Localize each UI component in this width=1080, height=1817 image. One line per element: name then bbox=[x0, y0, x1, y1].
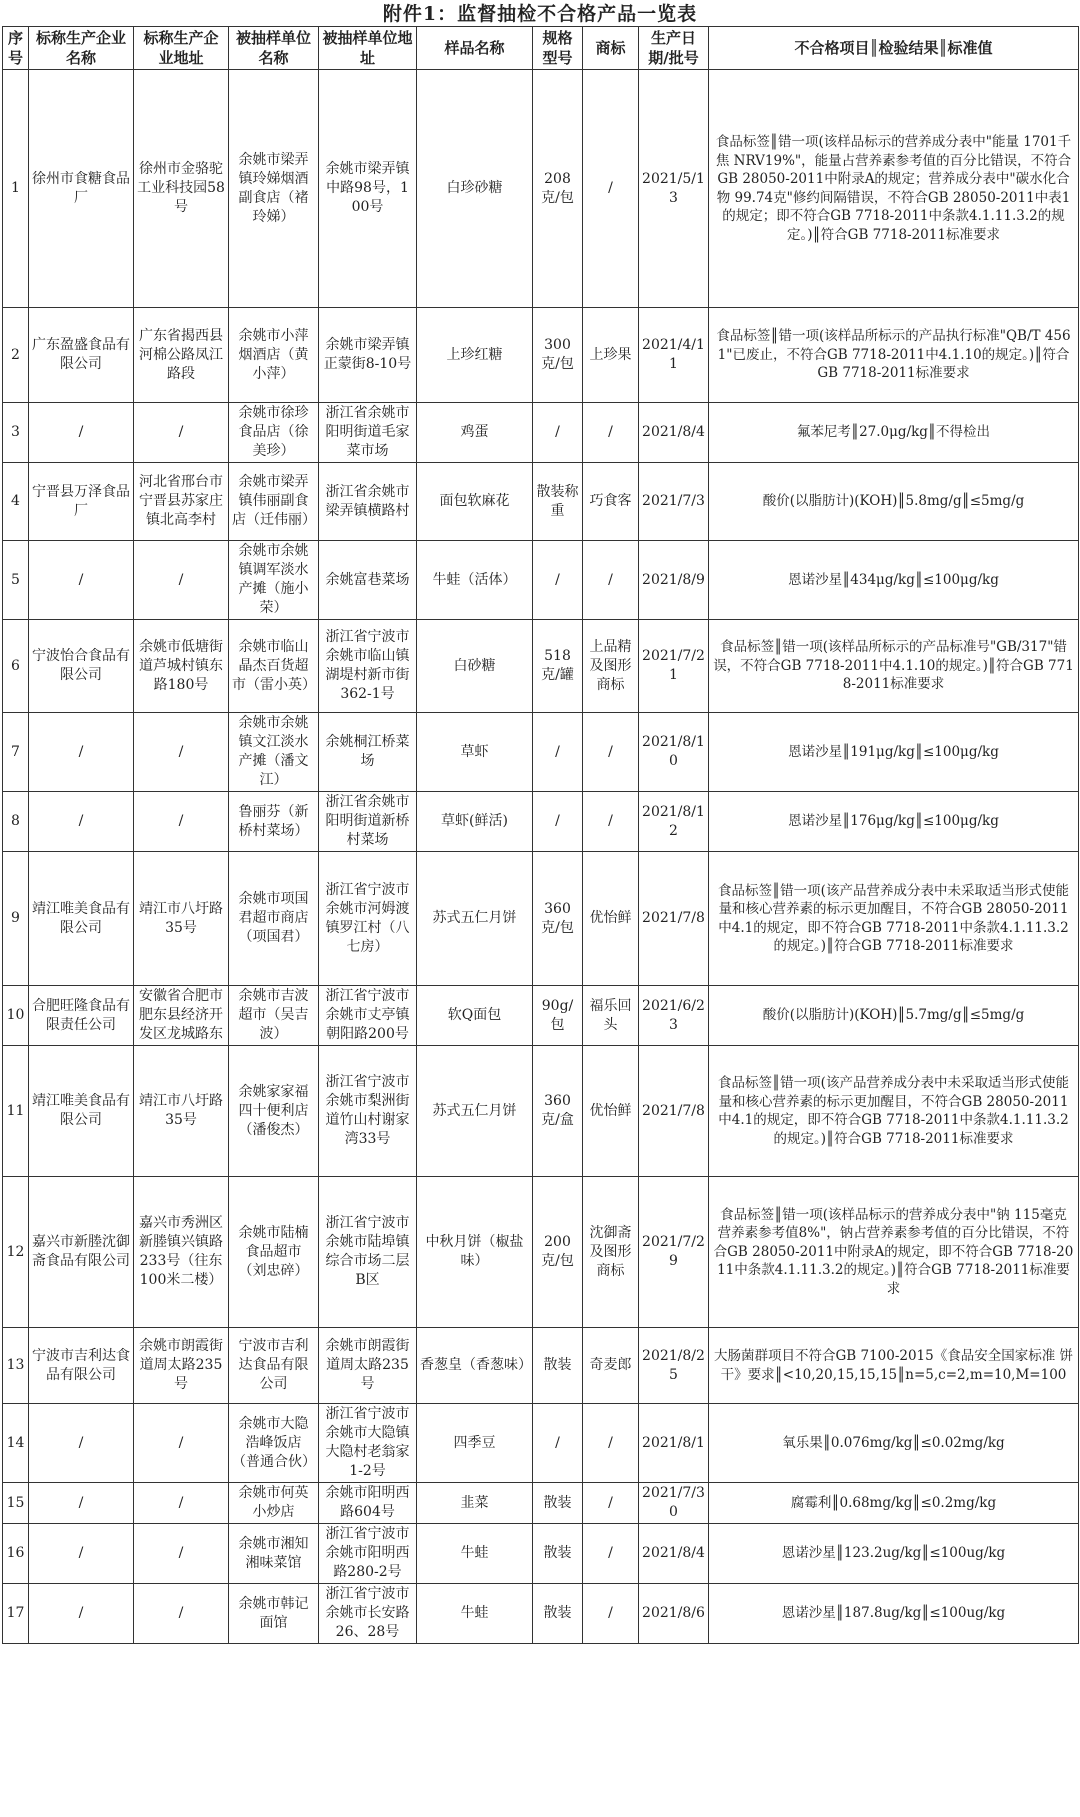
brand-name: / bbox=[583, 70, 639, 308]
row-number: 7 bbox=[3, 713, 29, 792]
producer-name: 广东盈盛食品有限公司 bbox=[29, 308, 134, 403]
sampled-unit-address: 余姚市阳明西路604号 bbox=[319, 1483, 417, 1524]
nonconformity-result: 食品标签║错一项(该产品营养成分表中未采取适当形式使能量和核心营养素的标示更加醒目，不符合GB 28050-2011中4.1的规定，即不符合GB 7718-2011中条款4.1.11.3.2的规定。)║符合GB 7718-2011标准要求 bbox=[709, 1046, 1079, 1177]
sampled-unit-address: 浙江省余姚市阳明街道毛家菜市场 bbox=[319, 403, 417, 463]
page-title: 附件1：监督抽检不合格产品一览表 bbox=[382, 3, 698, 25]
producer-address: 安徽省合肥市肥东县经济开发区龙城路东 bbox=[134, 986, 229, 1046]
sample-name: 香葱皇（香葱味） bbox=[417, 1328, 533, 1404]
row-number: 1 bbox=[3, 70, 29, 308]
brand-name: 上珍果 bbox=[583, 308, 639, 403]
producer-address: 徐州市金骆驼工业科技园58号 bbox=[134, 70, 229, 308]
sampled-unit-name: 宁波市吉利达食品有限公司 bbox=[229, 1328, 319, 1404]
brand-name: / bbox=[583, 403, 639, 463]
sampled-unit-name: 余姚市湘知湘味菜馆 bbox=[229, 1524, 319, 1584]
brand-name: 福乐回头 bbox=[583, 986, 639, 1046]
nonconformity-result: 食品标签║错一项(该产品营养成分表中未采取适当形式使能量和核心营养素的标示更加醒目，不符合GB 28050-2011中4.1的规定，即不符合GB 7718-2011中条款4.1.11.3.2的规定。)║符合GB 7718-2011标准要求 bbox=[709, 852, 1079, 986]
row-number: 14 bbox=[3, 1404, 29, 1483]
sampled-unit-name: 余姚市梁弄镇伟丽副食店（迁伟丽） bbox=[229, 463, 319, 541]
brand-name: 巧食客 bbox=[583, 463, 639, 541]
producer-name: 宁波市吉利达食品有限公司 bbox=[29, 1328, 134, 1404]
brand-name: 优怡鲜 bbox=[583, 1046, 639, 1177]
sample-name: 白珍砂糖 bbox=[417, 70, 533, 308]
header-cell: 不合格项目║检验结果║标准值 bbox=[709, 27, 1079, 70]
producer-address: / bbox=[134, 1584, 229, 1644]
sample-name: 四季豆 bbox=[417, 1404, 533, 1483]
producer-name: 靖江唯美食品有限公司 bbox=[29, 1046, 134, 1177]
table-row bbox=[3, 463, 1079, 541]
sampled-unit-name: 余姚市小萍烟酒店（黄小萍） bbox=[229, 308, 319, 403]
spec-model: 300克/包 bbox=[533, 308, 583, 403]
production-date: 2021/4/11 bbox=[639, 308, 709, 403]
producer-address: 广东省揭西县河棉公路凤江路段 bbox=[134, 308, 229, 403]
production-date: 2021/8/6 bbox=[639, 1584, 709, 1644]
table-row bbox=[3, 713, 1079, 792]
producer-name: / bbox=[29, 1524, 134, 1584]
table-row bbox=[3, 792, 1079, 852]
production-date: 2021/7/8 bbox=[639, 852, 709, 986]
sampled-unit-address: 余姚富巷菜场 bbox=[319, 541, 417, 620]
producer-address: 嘉兴市秀洲区新塍镇兴镇路233号（往东100米二楼） bbox=[134, 1177, 229, 1328]
production-date: 2021/8/4 bbox=[639, 403, 709, 463]
sampled-unit-address: 浙江省宁波市余姚市河姆渡镇罗江村（八七房） bbox=[319, 852, 417, 986]
table-row bbox=[3, 541, 1079, 620]
table-row bbox=[3, 1328, 1079, 1404]
sampled-unit-name: 余姚市项国君超市商店（项国君） bbox=[229, 852, 319, 986]
sample-name: 上珍红糖 bbox=[417, 308, 533, 403]
production-date: 2021/7/30 bbox=[639, 1483, 709, 1524]
header-cell: 生产日期/批号 bbox=[639, 27, 709, 70]
sampled-unit-name: 余姚市大隐浩峰饭店（普通合伙） bbox=[229, 1404, 319, 1483]
sampled-unit-address: 余姚桐江桥菜场 bbox=[319, 713, 417, 792]
sampled-unit-address: 余姚市朗霞街道周太路235号 bbox=[319, 1328, 417, 1404]
row-number: 11 bbox=[3, 1046, 29, 1177]
row-number: 13 bbox=[3, 1328, 29, 1404]
sample-name: 软Q面包 bbox=[417, 986, 533, 1046]
sample-name: 中秋月饼（椒盐味） bbox=[417, 1177, 533, 1328]
row-number: 17 bbox=[3, 1584, 29, 1644]
brand-name: 上品精及图形商标 bbox=[583, 620, 639, 713]
row-number: 15 bbox=[3, 1483, 29, 1524]
production-date: 2021/8/9 bbox=[639, 541, 709, 620]
sampled-unit-name: 余姚市余姚镇调军淡水产摊（施小荣） bbox=[229, 541, 319, 620]
spec-model: / bbox=[533, 1404, 583, 1483]
sampled-unit-name: 余姚市韩记面馆 bbox=[229, 1584, 319, 1644]
spec-model: 散装称重 bbox=[533, 463, 583, 541]
brand-name: / bbox=[583, 1524, 639, 1584]
nonconformity-result: 腐霉利║0.68mg/kg║≤0.2mg/kg bbox=[709, 1483, 1079, 1524]
sampled-unit-address: 余姚市梁弄镇正蒙街8-10号 bbox=[319, 308, 417, 403]
sample-name: 牛蛙（活体） bbox=[417, 541, 533, 620]
production-date: 2021/7/21 bbox=[639, 620, 709, 713]
brand-name: 奇麦郎 bbox=[583, 1328, 639, 1404]
sampled-unit-address: 浙江省宁波市余姚市临山镇湖堤村新市街362-1号 bbox=[319, 620, 417, 713]
spec-model: 200克/包 bbox=[533, 1177, 583, 1328]
brand-name: / bbox=[583, 713, 639, 792]
spec-model: / bbox=[533, 541, 583, 620]
spec-model: 518克/罐 bbox=[533, 620, 583, 713]
sampled-unit-address: 余姚市梁弄镇中路98号，100号 bbox=[319, 70, 417, 308]
spec-model: 散装 bbox=[533, 1584, 583, 1644]
sampled-unit-address: 浙江省余姚市梁弄镇横路村 bbox=[319, 463, 417, 541]
production-date: 2021/7/29 bbox=[639, 1177, 709, 1328]
sampled-unit-name: 余姚市何英小炒店 bbox=[229, 1483, 319, 1524]
production-date: 2021/6/23 bbox=[639, 986, 709, 1046]
producer-address: / bbox=[134, 1524, 229, 1584]
producer-name: 嘉兴市新塍沈御斋食品有限公司 bbox=[29, 1177, 134, 1328]
table-row bbox=[3, 852, 1079, 986]
header-cell: 样品名称 bbox=[417, 27, 533, 70]
producer-name: 宁波怡合食品有限公司 bbox=[29, 620, 134, 713]
producer-name: / bbox=[29, 1584, 134, 1644]
production-date: 2021/8/4 bbox=[639, 1524, 709, 1584]
table-row bbox=[3, 1046, 1079, 1177]
nonconformity-result: 恩诺沙星║176μg/kg║≤100μg/kg bbox=[709, 792, 1079, 852]
producer-address: 靖江市八圩路35号 bbox=[134, 852, 229, 986]
row-number: 16 bbox=[3, 1524, 29, 1584]
sampled-unit-name: 余姚市梁弄镇玲娣烟酒副食店（褚玲娣） bbox=[229, 70, 319, 308]
row-number: 12 bbox=[3, 1177, 29, 1328]
sampled-unit-address: 浙江省宁波市余姚市陆埠镇综合市场二层B区 bbox=[319, 1177, 417, 1328]
table-row bbox=[3, 70, 1079, 308]
nonconformity-result: 恩诺沙星║434μg/kg║≤100μg/kg bbox=[709, 541, 1079, 620]
spec-model: 散装 bbox=[533, 1328, 583, 1404]
header-cell: 序号 bbox=[3, 27, 29, 70]
sample-name: 草虾 bbox=[417, 713, 533, 792]
spec-model: 208克/包 bbox=[533, 70, 583, 308]
row-number: 9 bbox=[3, 852, 29, 986]
producer-name: 宁晋县万泽食品厂 bbox=[29, 463, 134, 541]
production-date: 2021/7/8 bbox=[639, 1046, 709, 1177]
row-number: 3 bbox=[3, 403, 29, 463]
sample-name: 面包软麻花 bbox=[417, 463, 533, 541]
producer-name: / bbox=[29, 1404, 134, 1483]
producer-address: 河北省邢台市宁晋县苏家庄镇北高李村 bbox=[134, 463, 229, 541]
producer-name: 徐州市食糖食品厂 bbox=[29, 70, 134, 308]
sample-name: 韭菜 bbox=[417, 1483, 533, 1524]
sample-name: 草虾(鲜活) bbox=[417, 792, 533, 852]
producer-name: / bbox=[29, 792, 134, 852]
nonconformity-result: 恩诺沙星║191μg/kg║≤100μg/kg bbox=[709, 713, 1079, 792]
producer-name: 合肥旺隆食品有限责任公司 bbox=[29, 986, 134, 1046]
row-number: 2 bbox=[3, 308, 29, 403]
producer-address: / bbox=[134, 713, 229, 792]
table-row bbox=[3, 1524, 1079, 1584]
production-date: 2021/8/1 bbox=[639, 1404, 709, 1483]
sampled-unit-address: 浙江省宁波市余姚市大隐镇大隐村老翁家1-2号 bbox=[319, 1404, 417, 1483]
row-number: 4 bbox=[3, 463, 29, 541]
sampled-unit-name: 余姚市陆楠食品超市（刘忠碎） bbox=[229, 1177, 319, 1328]
producer-name: / bbox=[29, 541, 134, 620]
producer-name: 靖江唯美食品有限公司 bbox=[29, 852, 134, 986]
sample-name: 白砂糖 bbox=[417, 620, 533, 713]
sampled-unit-name: 余姚市徐珍食品店（徐美珍） bbox=[229, 403, 319, 463]
header-cell: 标称生产企业地址 bbox=[134, 27, 229, 70]
spec-model: / bbox=[533, 403, 583, 463]
row-number: 6 bbox=[3, 620, 29, 713]
nonconformity-result: 酸价(以脂肪计)(KOH)║5.7mg/g║≤5mg/g bbox=[709, 986, 1079, 1046]
sampled-unit-name: 余姚家家福四十便利店（潘俊杰） bbox=[229, 1046, 319, 1177]
nonconformity-result: 酸价(以脂肪计)(KOH)║5.8mg/g║≤5mg/g bbox=[709, 463, 1079, 541]
producer-name: / bbox=[29, 713, 134, 792]
sampled-unit-name: 余姚市余姚镇文江淡水产摊（潘文江） bbox=[229, 713, 319, 792]
producer-name: / bbox=[29, 403, 134, 463]
producer-address: 余姚市朗霞街道周太路235号 bbox=[134, 1328, 229, 1404]
table-row bbox=[3, 308, 1079, 403]
producer-address: 靖江市八圩路35号 bbox=[134, 1046, 229, 1177]
spec-model: 散装 bbox=[533, 1483, 583, 1524]
producer-address: / bbox=[134, 541, 229, 620]
sample-name: 鸡蛋 bbox=[417, 403, 533, 463]
producer-address: / bbox=[134, 1404, 229, 1483]
sample-name: 牛蛙 bbox=[417, 1524, 533, 1584]
sampled-unit-address: 浙江省宁波市余姚市阳明西路280-2号 bbox=[319, 1524, 417, 1584]
nonconforming-products-table bbox=[2, 26, 1079, 1644]
brand-name: / bbox=[583, 1483, 639, 1524]
table-row bbox=[3, 403, 1079, 463]
header-cell: 被抽样单位名称 bbox=[229, 27, 319, 70]
table-row bbox=[3, 1404, 1079, 1483]
spec-model: 散装 bbox=[533, 1524, 583, 1584]
table-header-row bbox=[3, 27, 1079, 70]
table-row bbox=[3, 1483, 1079, 1524]
brand-name: 优怡鲜 bbox=[583, 852, 639, 986]
table-row bbox=[3, 1584, 1079, 1644]
producer-address: / bbox=[134, 792, 229, 852]
spec-model: 90g/包 bbox=[533, 986, 583, 1046]
table-row bbox=[3, 986, 1079, 1046]
table-body bbox=[3, 70, 1079, 1644]
nonconformity-result: 氟苯尼考║27.0μg/kg║不得检出 bbox=[709, 403, 1079, 463]
nonconformity-result: 食品标签║错一项(该样品所标示的产品执行标准"QB/T 4561"已废止，不符合GB 7718-2011中4.1.10的规定。)║符合GB 7718-2011标准要求 bbox=[709, 308, 1079, 403]
row-number: 10 bbox=[3, 986, 29, 1046]
sample-name: 苏式五仁月饼 bbox=[417, 852, 533, 986]
nonconformity-result: 大肠菌群项目不符合GB 7100-2015《食品安全国家标准 饼干》要求║<10,20,15,15,15║n=5,c=2,m=10,M=100 bbox=[709, 1328, 1079, 1404]
producer-name: / bbox=[29, 1483, 134, 1524]
producer-address: / bbox=[134, 403, 229, 463]
sampled-unit-name: 余姚市吉波超市（吴吉波） bbox=[229, 986, 319, 1046]
sample-name: 牛蛙 bbox=[417, 1584, 533, 1644]
nonconformity-result: 食品标签║错一项(该样品标示的营养成分表中"能量 1701千焦 NRV19%"，能量占营养素参考值的百分比错误，不符合GB 28050-2011中附录A的规定；营养成分表中"碳水化合物 99.74克"修约间隔错误，不符合GB 28050-2011中表1的规定；即不符合GB 7718-2011中条款4.1.11.3.2的规定。)║符合GB 7718-2011标准要求 bbox=[709, 70, 1079, 308]
brand-name: / bbox=[583, 792, 639, 852]
nonconformity-result: 恩诺沙星║187.8ug/kg║≤100ug/kg bbox=[709, 1584, 1079, 1644]
production-date: 2021/8/12 bbox=[639, 792, 709, 852]
table-row bbox=[3, 620, 1079, 713]
production-date: 2021/5/13 bbox=[639, 70, 709, 308]
nonconformity-result: 氧乐果║0.076mg/kg║≤0.02mg/kg bbox=[709, 1404, 1079, 1483]
nonconformity-result: 食品标签║错一项(该样品所标示的产品标准号"GB/317"错误，不符合GB 7718-2011中4.1.10的规定。)║符合GB 7718-2011标准要求 bbox=[709, 620, 1079, 713]
brand-name: / bbox=[583, 1584, 639, 1644]
spec-model: 360克/盒 bbox=[533, 1046, 583, 1177]
sampled-unit-name: 余姚市临山晶杰百货超市（雷小英） bbox=[229, 620, 319, 713]
producer-address: 余姚市低塘街道芦城村镇东路180号 bbox=[134, 620, 229, 713]
producer-address: / bbox=[134, 1483, 229, 1524]
header-cell: 规格型号 bbox=[533, 27, 583, 70]
sampled-unit-address: 浙江省宁波市余姚市长安路26、28号 bbox=[319, 1584, 417, 1644]
row-number: 5 bbox=[3, 541, 29, 620]
brand-name: / bbox=[583, 1404, 639, 1483]
header-cell: 被抽样单位地址 bbox=[319, 27, 417, 70]
nonconformity-result: 恩诺沙星║123.2ug/kg║≤100ug/kg bbox=[709, 1524, 1079, 1584]
sampled-unit-address: 浙江省余姚市阳明街道新桥村菜场 bbox=[319, 792, 417, 852]
sampled-unit-address: 浙江省宁波市余姚市丈亭镇朝阳路200号 bbox=[319, 986, 417, 1046]
brand-name: / bbox=[583, 541, 639, 620]
sampled-unit-address: 浙江省宁波市余姚市梨洲街道竹山村谢家湾33号 bbox=[319, 1046, 417, 1177]
spec-model: 360克/包 bbox=[533, 852, 583, 986]
table-row bbox=[3, 1177, 1079, 1328]
production-date: 2021/7/3 bbox=[639, 463, 709, 541]
production-date: 2021/8/25 bbox=[639, 1328, 709, 1404]
brand-name: 沈御斋及图形商标 bbox=[583, 1177, 639, 1328]
spec-model: / bbox=[533, 713, 583, 792]
header-cell: 商标 bbox=[583, 27, 639, 70]
sample-name: 苏式五仁月饼 bbox=[417, 1046, 533, 1177]
header-cell: 标称生产企业名称 bbox=[29, 27, 134, 70]
row-number: 8 bbox=[3, 792, 29, 852]
sampled-unit-name: 鲁丽芬（新桥村菜场） bbox=[229, 792, 319, 852]
nonconformity-result: 食品标签║错一项(该样品标示的营养成分表中"钠 115毫克 营养素参考值8%"，钠占营养素参考值的百分比错误，不符合GB 28050-2011中附录A的规定，即不符合GB 7718-2011中条款4.1.11.3.2的规定。)║符合GB 7718-2011标准要求 bbox=[709, 1177, 1079, 1328]
spec-model: / bbox=[533, 792, 583, 852]
production-date: 2021/8/10 bbox=[639, 713, 709, 792]
